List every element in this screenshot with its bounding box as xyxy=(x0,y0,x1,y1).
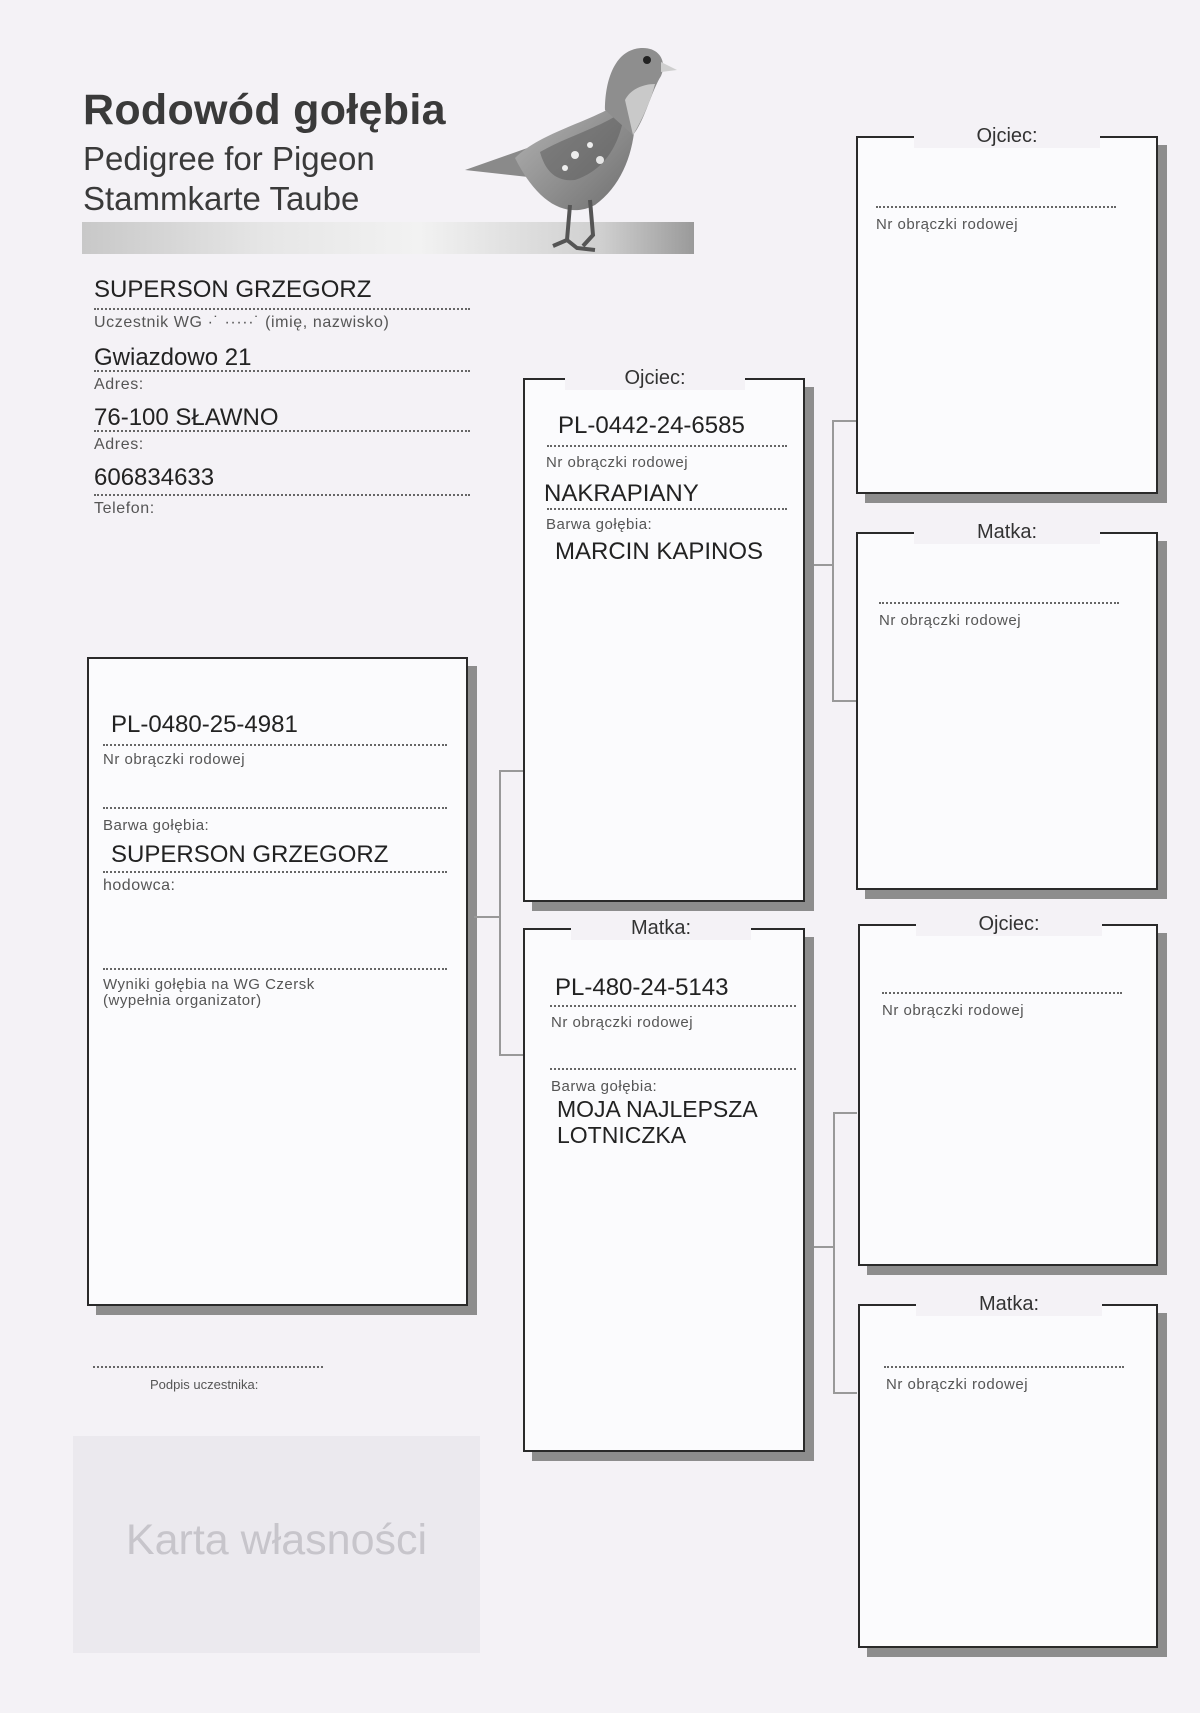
ring-label: Nr obrączki rodowej xyxy=(879,612,1022,629)
subject-breeder: SUPERSON GRZEGORZ xyxy=(111,841,389,868)
dotted-line xyxy=(94,370,470,372)
grandfather-header: Ojciec: xyxy=(916,912,1102,936)
grandfather-maternal-box xyxy=(858,913,1158,1266)
ring-label: Nr obrączki rodowej xyxy=(103,751,246,768)
father-ring-number: PL-0442-24-6585 xyxy=(558,412,745,439)
participant-name-label: Uczestnik WG ·˙ ·····˙ (imię, nazwisko) xyxy=(94,314,390,331)
dotted-line xyxy=(94,494,470,496)
mother-ring-number: PL-480-24-5143 xyxy=(555,974,729,1001)
ownership-card xyxy=(73,1436,480,1653)
connector-line xyxy=(806,1246,834,1248)
ring-label: Nr obrączki rodowej xyxy=(882,1002,1025,1019)
dotted-line xyxy=(94,308,470,310)
father-breeder: MARCIN KAPINOS xyxy=(555,538,764,565)
dotted-line xyxy=(103,968,447,970)
connector-line xyxy=(499,1054,523,1056)
father-color: NAKRAPIANY xyxy=(544,480,699,507)
connector-line xyxy=(833,1112,835,1394)
dotted-line xyxy=(103,807,447,809)
connector-line xyxy=(832,420,856,422)
connector-line xyxy=(832,420,834,702)
participant-phone: 606834633 xyxy=(94,464,215,491)
address-label-1: Adres: xyxy=(94,376,144,393)
dotted-line xyxy=(882,992,1122,994)
signature-label: Podpis uczestnika: xyxy=(150,1377,259,1392)
signature-line xyxy=(93,1366,323,1368)
grandmother-header: Matka: xyxy=(916,1292,1102,1316)
results-label: Wyniki gołębia na WG Czersk (wypełnia organizator) xyxy=(103,976,315,1009)
participant-address-2: 76-100 SŁAWNO xyxy=(94,404,279,431)
connector-line xyxy=(833,1392,857,1394)
dotted-line xyxy=(876,206,1116,208)
pigeon-illustration xyxy=(455,40,680,255)
address-label-2: Adres: xyxy=(94,436,144,453)
title-polish: Rodowód gołębia xyxy=(83,86,446,134)
dotted-line xyxy=(879,602,1119,604)
breeder-label: hodowca: xyxy=(103,877,176,894)
father-header: Ojciec: xyxy=(565,366,745,390)
dotted-line xyxy=(884,1366,1124,1368)
ring-label: Nr obrączki rodowej xyxy=(886,1376,1029,1393)
connector-line xyxy=(832,700,856,702)
color-label: Barwa gołębia: xyxy=(551,1078,658,1095)
title-german: Stammkarte Taube xyxy=(83,180,360,217)
dotted-line xyxy=(547,445,787,447)
mother-name: MOJA NAJLEPSZA LOTNICZKA xyxy=(557,1096,758,1148)
participant-address-1: Gwiazdowo 21 xyxy=(94,344,252,371)
grandmother-maternal-box xyxy=(858,1293,1158,1648)
dotted-line xyxy=(550,1005,796,1007)
connector-line xyxy=(833,1112,857,1114)
mother-header: Matka: xyxy=(571,916,751,940)
connector-line xyxy=(499,770,501,1056)
ring-label: Nr obrączki rodowej xyxy=(876,216,1019,233)
dotted-line xyxy=(547,508,787,510)
subject-pigeon-box xyxy=(87,657,468,1306)
dotted-line xyxy=(103,871,447,873)
dotted-line xyxy=(550,1068,796,1070)
color-label: Barwa gołębia: xyxy=(103,817,210,834)
connector-line xyxy=(474,916,500,918)
color-label: Barwa gołębia: xyxy=(546,516,653,533)
dotted-line xyxy=(103,744,447,746)
connector-line xyxy=(499,770,523,772)
title-english: Pedigree for Pigeon xyxy=(83,140,375,177)
grandfather-header: Ojciec: xyxy=(914,124,1100,148)
dotted-line xyxy=(94,430,470,432)
subject-ring-number: PL-0480-25-4981 xyxy=(111,711,298,738)
ring-label: Nr obrączki rodowej xyxy=(551,1014,694,1031)
ring-label: Nr obrączki rodowej xyxy=(546,454,689,471)
father-box xyxy=(523,367,805,902)
grandmother-paternal-box xyxy=(856,521,1158,890)
connector-line xyxy=(803,564,833,566)
grandmother-header: Matka: xyxy=(914,520,1100,544)
mother-box xyxy=(523,917,805,1452)
ownership-card-label: Karta własności xyxy=(125,1516,428,1564)
phone-label: Telefon: xyxy=(94,500,155,517)
participant-name: SUPERSON GRZEGORZ xyxy=(94,276,372,303)
grandfather-paternal-box xyxy=(856,125,1158,494)
